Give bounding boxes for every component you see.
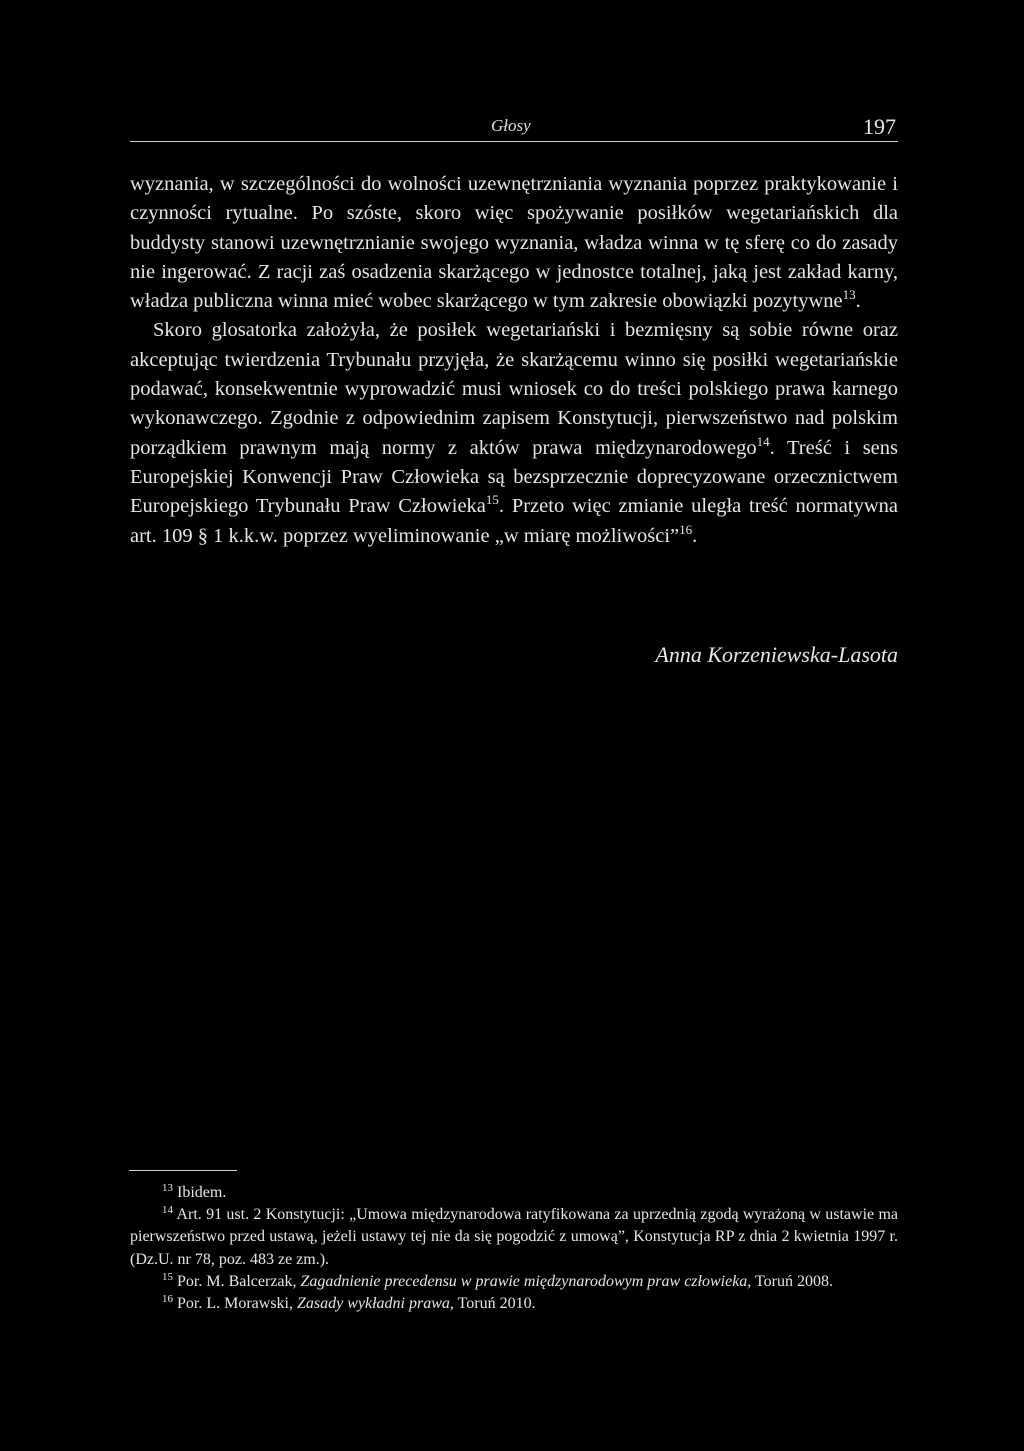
paragraph-2-text-c: . Przeto więc zmianie uległa treść normatywna art. 109 § 1 k.k.w. poprzez wyeliminowanie „w miarę możliwości” (130, 495, 899, 547)
running-header (128, 112, 898, 142)
footnote-ref-13: 13 (842, 287, 856, 303)
footnote-ref-14: 14 (756, 433, 770, 449)
header-rule (130, 141, 898, 142)
paragraph-2 (130, 316, 898, 550)
body-text (130, 170, 898, 551)
footnote-cited-title: Zasady wykładni prawa (297, 1295, 450, 1313)
footnote-text-post: , Toruń 2008. (747, 1272, 833, 1290)
paragraph-2-text-d: . (692, 524, 698, 547)
footnote-text: Ibidem. (177, 1184, 227, 1201)
footnote-number: 14 (162, 1204, 173, 1217)
paragraph-1-text-b: . (855, 290, 861, 313)
paragraph-1 (130, 170, 898, 316)
author-signature: Anna Korzeniewska-Lasota (655, 642, 898, 667)
footnote-text: Art. 91 ust. 2 Konstytucji: „Umowa międzynarodowa ratyfikowana za uprzednią zgodą wyrażoną w ustawie ma pierwszeństwo przed ustawą, jeżeli ustawy tej nie da się pogodzić z umową”, Konstytucja RP z dnia 2 kwietnia 1997 r. (Dz.U. nr 78, poz. 483 ze zm.). (130, 1206, 898, 1268)
page-number: 197 (863, 114, 896, 139)
footnote-text-pre: Por. M. Balcerzak, (177, 1272, 301, 1290)
footnote-13 (130, 1182, 898, 1204)
footnote-text-pre: Por. L. Morawski, (177, 1295, 297, 1313)
footnote-text-post: , Toruń 2010. (449, 1295, 536, 1313)
paragraph-2-text-b: . Treść i sens Europejskiej Konwencji Praw Człowieka są bezsprzecznie doprecyzowane orzecznictwem Europejskiego Trybunału Praw Człowieka (130, 436, 898, 518)
footnote-ref-16: 16 (679, 521, 693, 537)
footnote-number: 13 (162, 1182, 173, 1194)
paragraph-2-text-a: Skoro glosatorka założyła, że posiłek wegetariański i bezmięsny są sobie równe oraz akceptując twierdzenia Trybunału przyjęła, że skarżącemu winno się posiłki wegetariańskie podawać, konsekwentnie wyprowadzić musi wniosek co do treści polskiego prawa karnego wykonawczego. Zgodnie z odpowiednim zapisem Konstytucji, pierwszeństwo nad polskim porządkiem prawnym mają normy z aktów prawa międzynarodowego (130, 319, 898, 459)
running-title: Głosy (491, 116, 531, 135)
footnote-14 (130, 1204, 898, 1271)
footnote-number: 15 (162, 1270, 173, 1283)
footnote-15 (130, 1271, 898, 1293)
footnotes (130, 1182, 898, 1315)
footnote-ref-15: 15 (485, 492, 499, 508)
paragraph-1-text-a: wyznania, w szczególności do wolności uzewnętrzniania wyznania poprzez praktykowanie i czynności rytualne. Po szóste, skoro więc spożywanie posiłków wegetariańskich dla buddysty stanowi uzewnętrznianie swojego wyznania, władza winna w tę sferę co do zasady nie ingerować. Z racji zaś osadzenia skarżącego w jednostce totalnej, jaką jest zakład karny, władza publiczna winna mieć wobec skarżącego w tym zakresie obowiązki pozytywne (130, 173, 898, 313)
footnote-separator (129, 1170, 237, 1171)
footnote-cited-title: Zagadnienie precedensu w prawie międzynarodowym praw człowieka (300, 1272, 748, 1290)
footnote-16 (130, 1293, 898, 1315)
footnote-number: 16 (162, 1293, 173, 1306)
